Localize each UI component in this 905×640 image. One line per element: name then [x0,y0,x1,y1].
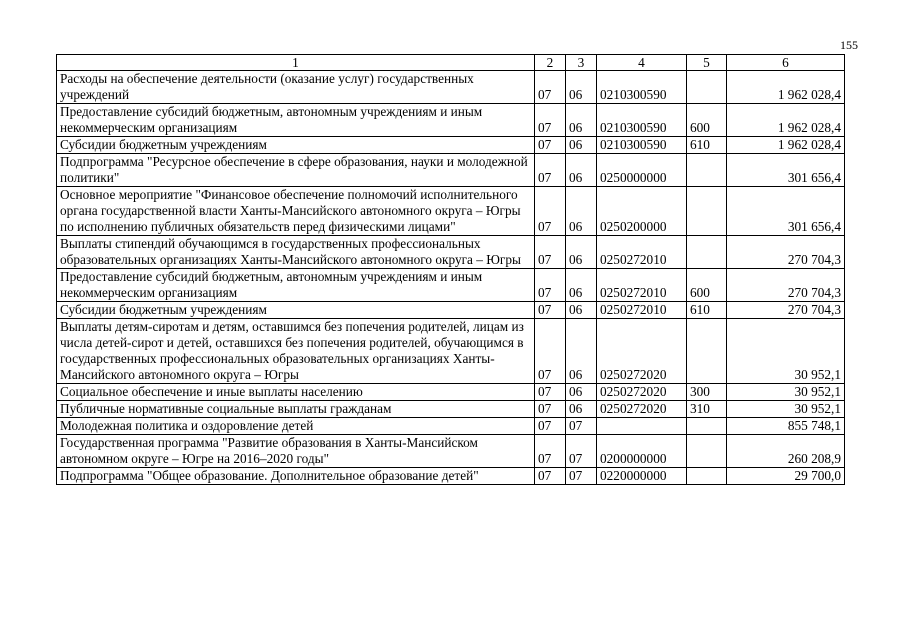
row-kcsr: 0250272010 [597,236,687,269]
row-subsection: 07 [566,418,597,435]
table-row [57,269,845,302]
row-amount: 30 952,1 [727,319,845,384]
row-subsection: 06 [566,154,597,187]
row-kcsr: 0210300590 [597,137,687,154]
row-section: 07 [535,154,566,187]
row-kvr [687,468,727,485]
row-kcsr [597,418,687,435]
page-number: 155 [840,38,858,52]
row-name: Молодежная политика и оздоровление детей [57,418,535,435]
row-section: 07 [535,104,566,137]
row-kvr [687,71,727,104]
row-subsection: 06 [566,137,597,154]
row-kvr [687,154,727,187]
row-amount: 270 704,3 [727,236,845,269]
row-kcsr: 0210300590 [597,104,687,137]
table-row [57,401,845,418]
table-row [57,468,845,485]
row-kcsr: 0200000000 [597,435,687,468]
row-amount: 301 656,4 [727,154,845,187]
table-body [57,71,845,485]
row-kcsr: 0210300590 [597,71,687,104]
table-row [57,71,845,104]
row-amount: 301 656,4 [727,187,845,236]
table-row [57,154,845,187]
table-row [57,302,845,319]
table-row [57,187,845,236]
row-kvr: 600 [687,269,727,302]
row-kvr: 610 [687,302,727,319]
row-amount: 855 748,1 [727,418,845,435]
row-kvr [687,236,727,269]
row-name: Социальное обеспечение и иные выплаты населению [57,384,535,401]
row-amount: 1 962 028,4 [727,137,845,154]
row-kvr: 300 [687,384,727,401]
row-subsection: 07 [566,468,597,485]
table-row [57,319,845,384]
row-kcsr: 0250200000 [597,187,687,236]
header-cell-kcsr: 4 [597,55,687,71]
row-kvr: 600 [687,104,727,137]
row-amount: 30 952,1 [727,401,845,418]
table-row [57,104,845,137]
row-name: Государственная программа "Развитие образования в Ханты-Мансийском автономном округе – Югре на 2016–2020 годы" [57,435,535,468]
row-section: 07 [535,137,566,154]
row-kcsr: 0250272010 [597,302,687,319]
row-section: 07 [535,435,566,468]
row-section: 07 [535,401,566,418]
row-kvr [687,187,727,236]
row-name: Субсидии бюджетным учреждениям [57,302,535,319]
row-subsection: 06 [566,104,597,137]
row-name: Подпрограмма "Общее образование. Дополнительное образование детей" [57,468,535,485]
row-subsection: 06 [566,319,597,384]
row-kcsr: 0250272020 [597,319,687,384]
row-section: 07 [535,71,566,104]
row-name: Субсидии бюджетным учреждениям [57,137,535,154]
row-name: Публичные нормативные социальные выплаты гражданам [57,401,535,418]
row-name: Предоставление субсидий бюджетным, автономным учреждениям и иным некоммерческим организациям [57,104,535,137]
row-name: Выплаты детям-сиротам и детям, оставшимся без попечения родителей, лицам из числа детей-сирот и детей, оставшихся без попечения родителей, обучающимся в государственных профессиональных образовательных организациях Ханты-Мансийского автономного округа – Югры [57,319,535,384]
row-section: 07 [535,269,566,302]
row-subsection: 06 [566,71,597,104]
table-row [57,236,845,269]
row-kcsr: 0250272020 [597,401,687,418]
row-amount: 1 962 028,4 [727,104,845,137]
header-cell-section: 2 [535,55,566,71]
row-kvr [687,435,727,468]
row-section: 07 [535,418,566,435]
row-kcsr: 0250000000 [597,154,687,187]
row-name: Расходы на обеспечение деятельности (оказание услуг) государственных учреждений [57,71,535,104]
table-row [57,435,845,468]
row-section: 07 [535,319,566,384]
row-subsection: 06 [566,302,597,319]
row-amount: 29 700,0 [727,468,845,485]
row-name: Выплаты стипендий обучающимся в государственных профессиональных образовательных организациях Ханты-Мансийского автономного округа – Югры [57,236,535,269]
row-kvr: 310 [687,401,727,418]
row-kvr: 610 [687,137,727,154]
row-amount: 270 704,3 [727,269,845,302]
header-cell-amount: 6 [727,55,845,71]
row-amount: 30 952,1 [727,384,845,401]
row-section: 07 [535,302,566,319]
row-name: Подпрограмма "Ресурсное обеспечение в сфере образования, науки и молодежной политики" [57,154,535,187]
row-kcsr: 0250272020 [597,384,687,401]
row-kcsr: 0250272010 [597,269,687,302]
header-cell-name: 1 [57,55,535,71]
row-subsection: 07 [566,435,597,468]
budget-table [56,54,845,485]
row-section: 07 [535,384,566,401]
row-kvr [687,418,727,435]
row-amount: 260 208,9 [727,435,845,468]
row-subsection: 06 [566,269,597,302]
row-section: 07 [535,236,566,269]
row-subsection: 06 [566,401,597,418]
row-section: 07 [535,468,566,485]
header-row [57,55,845,71]
row-section: 07 [535,187,566,236]
table-row [57,384,845,401]
row-amount: 270 704,3 [727,302,845,319]
table-row [57,418,845,435]
header-cell-subsection: 3 [566,55,597,71]
row-amount: 1 962 028,4 [727,71,845,104]
row-subsection: 06 [566,187,597,236]
table-row [57,137,845,154]
row-subsection: 06 [566,236,597,269]
row-subsection: 06 [566,384,597,401]
row-kvr [687,319,727,384]
row-name: Предоставление субсидий бюджетным, автономным учреждениям и иным некоммерческим организациям [57,269,535,302]
header-cell-kvr: 5 [687,55,727,71]
row-name: Основное мероприятие "Финансовое обеспечение полномочий исполнительного органа государственной власти Ханты-Мансийского автономного округа – Югры по исполнению публичных обязательств перед физическими лицами" [57,187,535,236]
row-kcsr: 0220000000 [597,468,687,485]
